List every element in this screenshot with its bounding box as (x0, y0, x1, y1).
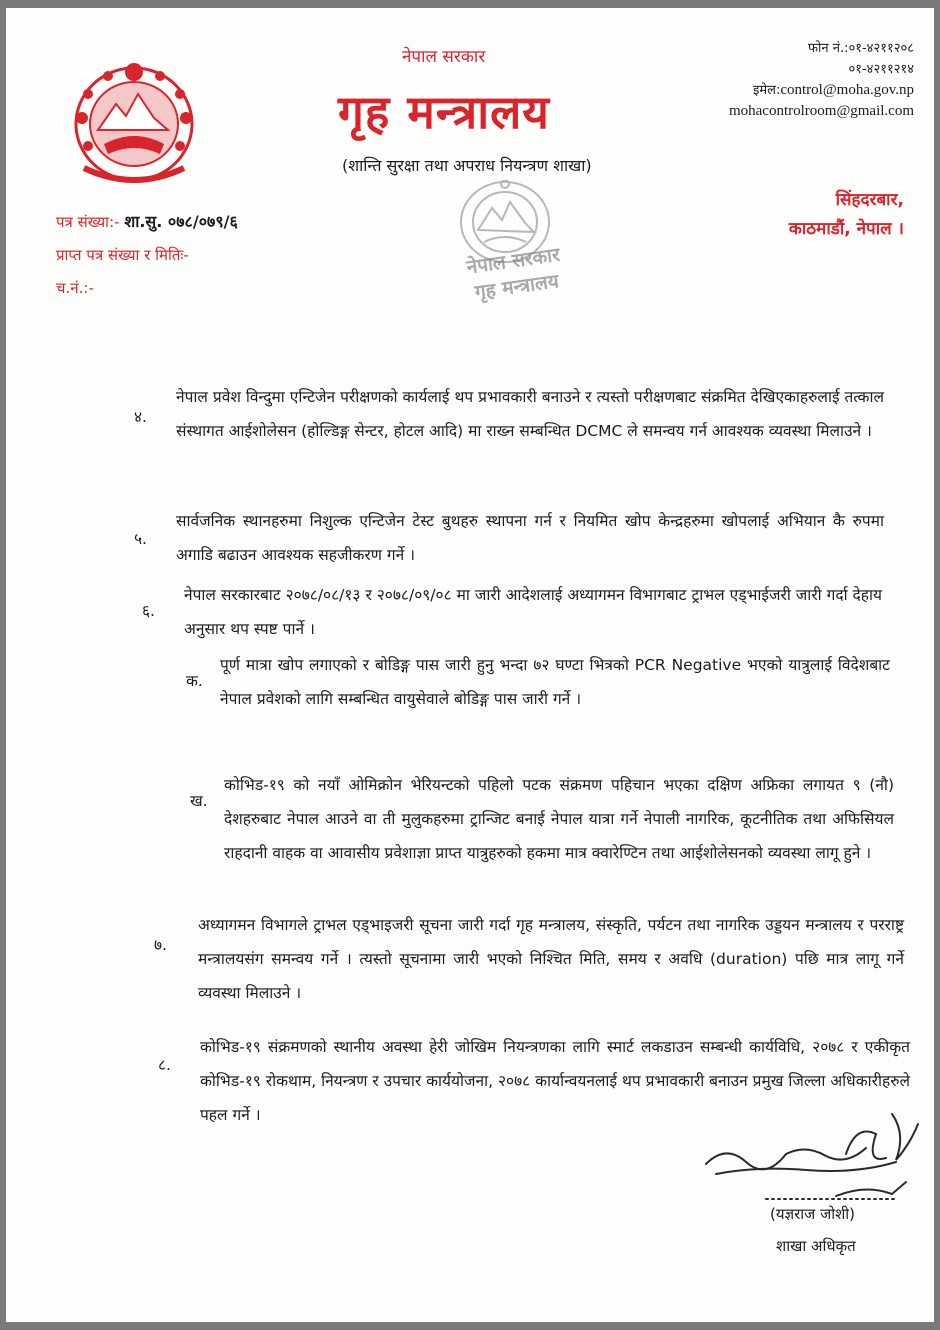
signatory-title: शाखा अधिकृत (776, 1237, 856, 1255)
address-line-2: काठमाडौं, नेपाल । (788, 219, 904, 239)
email-label: इमेल: (752, 83, 781, 98)
sub-item-number: क. (186, 672, 203, 690)
email-address-1: control@moha.gov.np (780, 82, 914, 98)
branch-subtitle: (शान्ति सुरक्षा तथा अपराध नियन्त्रण शाखा) (342, 156, 592, 175)
letter-number-label: पत्र संख्या:- (56, 213, 120, 231)
office-address (789, 186, 904, 244)
list-item: अध्यागमन विभागले ट्राभल एड्भाइजरी सूचना जारी गर्दा गृह मन्त्रालय, संस्कृति, पर्यटन तथा नागरिक उड्डयन मन्त्रालय र परराष्ट्र मन्त्रालयसंग समन्वय गर्ने । त्यस्तो सूचनामा जारी भएको निश्चित मिति, समय र अवधि (duration) पछि मात्र लागू गर्ने व्यवस्था मिलाउने । (198, 916, 904, 1002)
phone-number-1: ०१-४२११२०८ (848, 41, 914, 56)
sub-list-item: पूर्ण मात्रा खोप लगाएको र बोडिङ्ग पास जारी हुनु भन्दा ७२ घण्टा भित्रको PCR Negative भएको यात्रुलाई विदेशबाट नेपाल प्रवेशको लागि सम्बन्धित वायुसेवाले बोडिङ्ग पास जारी गर्ने । (220, 656, 890, 708)
received-letter-label: प्राप्त पत्र संख्या र मितिः- (56, 246, 189, 264)
list-item: सार्वजनिक स्थानहरुमा निशुल्क एन्टिजेन टेस्ट बुथहरु स्थापना गर्न र नियमित खोप केन्द्रहरुमा खोपलाई अभियान कै रुपमा अगाडि बढाउन आवश्यक सहजीकरण गर्ने । (176, 512, 884, 564)
letter-number-row (56, 205, 238, 239)
dispatch-number-label: च.नं.:- (56, 279, 94, 297)
nepal-emblem-icon (64, 58, 204, 188)
list-item: नेपाल सरकारबाट २०७८/०८/१३ र २०७८/०९/०८ मा जारी आदेशलाई अध्यागमन विभागबाट ट्राभल एड्भाईजरी जारी गर्दा देहाय अनुसार थप स्पष्ट पार्ने । (184, 586, 882, 638)
sub-item-number: ख. (190, 792, 208, 810)
letter-page (6, 8, 934, 1322)
item-number: ५. (134, 530, 147, 548)
item-number: ४. (134, 408, 147, 426)
address-line-1: सिंहदरबार, (835, 190, 904, 210)
email-line-1 (729, 80, 914, 101)
phone-number-2: ०१-४२११२१४ (848, 62, 914, 77)
sub-list-item: कोभिड-१९ को नयाँ ओमिक्रोन भेरियन्टको पहिलो पटक संक्रमण पहिचान भएका दक्षिण अफ्रिका लगायत ९ (नौ) देशहरुबाट नेपाल आउने वा ती मुलुकहरुमा ट्रान्जिट बनाई नेपाल यात्रा गर्ने नेपाली नागरिक, कूटनीतिक तथा अफिसियल राहदानी वाहक वा आवासीय प्रवेशाज्ञा प्राप्त यात्रुहरुको हकमा मात्र क्वारेण्टिन तथा आईशोलेसनको व्यवस्था लागू हुने । (224, 776, 894, 862)
handwritten-signature-icon (696, 1104, 926, 1214)
phone-label: फोन नं.: (808, 41, 849, 56)
item-number: ७. (154, 936, 167, 954)
stamp-line-1: नेपाल सरकार (465, 243, 562, 279)
email-address-2: mohacontrolroom@gmail.com (728, 103, 914, 119)
government-label: नेपाल सरकार (402, 47, 486, 67)
ministry-title: गृह मन्त्रालय (338, 85, 550, 139)
contact-block (729, 38, 914, 122)
item-number: ८. (158, 1056, 171, 1074)
list-item: नेपाल प्रवेश विन्दुमा एन्टिजेन परीक्षणको कार्यलाई थप प्रभावकारी बनाउने र त्यस्तो परीक्षणबाट संक्रमित देखिएकाहरुलाई तत्काल संस्थागत आईशोलेसन (होल्डिङ्ग सेन्टर, होटल आदि) मा राख्न सम्बन्धित DCMC ले समन्वय गर्न आवश्यक व्यवस्था मिलाउने । (176, 388, 884, 440)
letter-number-value: शा.सु. ०७८/०७९/६ (124, 212, 238, 231)
signatory-name: (यज्ञराज जोशी) (770, 1205, 856, 1223)
item-number: ६. (142, 602, 155, 620)
phone-line-1 (729, 38, 914, 59)
letter-meta (56, 205, 238, 305)
stamp-line-2: गृह मन्त्रालय (473, 270, 561, 304)
list-item: कोभिड-१९ संक्रमणको स्थानीय अवस्था हेरी जोखिम नियन्त्रणका लागि स्मार्ट लकडाउन सम्बन्धी कार्यविधि, २०७८ र एकीकृत कोभिड-१९ रोकथाम, नियन्त्रण र उपचार कार्ययोजना, २०७८ कार्यान्वयनलाई थप प्रभावकारी बनाउन प्रमुख जिल्ला अधिकारीहरुले पहल गर्ने । (200, 1038, 910, 1124)
